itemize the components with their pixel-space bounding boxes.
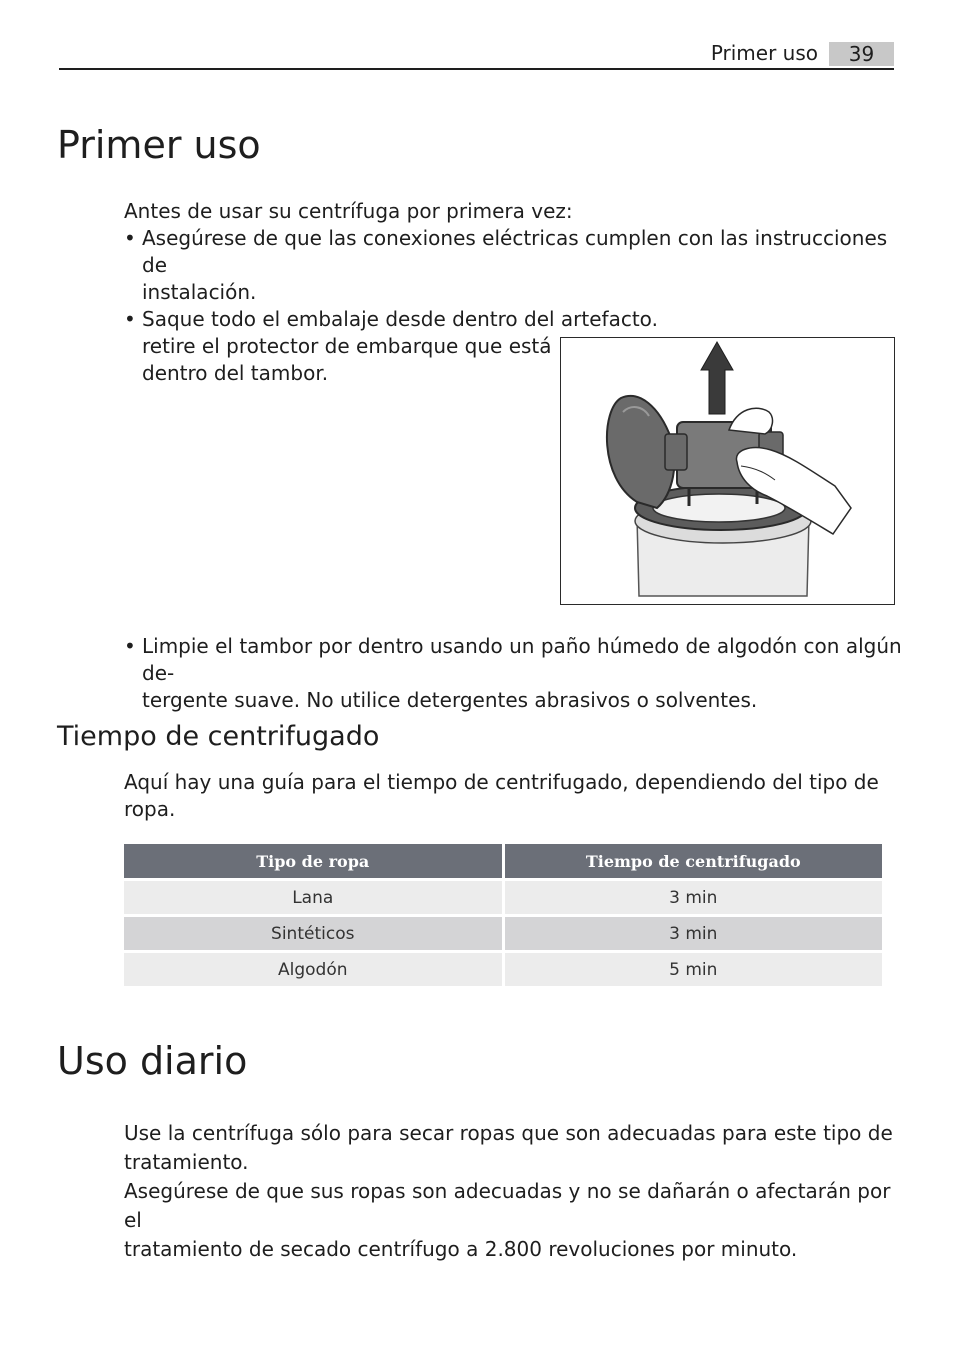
column-header-tipo: Tipo de ropa bbox=[124, 844, 502, 878]
bullet-text: Limpie el tambor por dentro usando un paño húmedo de algodón con algún de- bbox=[142, 634, 902, 685]
column-header-tiempo: Tiempo de centrifugado bbox=[505, 844, 883, 878]
bullet-dot: • bbox=[124, 307, 136, 331]
uso-diario-text: tratamiento de secado centrífugo a 2.800 revoluciones por minuto. bbox=[124, 1237, 798, 1261]
bullet-text: Asegúrese de que las conexiones eléctricas cumplen con las instrucciones de bbox=[142, 226, 888, 277]
spin-time-table bbox=[121, 841, 885, 989]
primer-uso-intro: Antes de usar su centrífuga por primera vez: bbox=[124, 199, 573, 223]
table-cell: Lana bbox=[124, 881, 502, 914]
list-item bbox=[124, 633, 924, 714]
uso-diario-text: Asegúrese de que sus ropas son adecuadas y no se dañarán o afectarán por el bbox=[124, 1179, 891, 1232]
table-row bbox=[124, 881, 882, 914]
table-cell: 3 min bbox=[505, 917, 883, 950]
list-item bbox=[124, 225, 914, 306]
uso-diario-text: Use la centrífuga sólo para secar ropas que son adecuadas para este tipo de bbox=[124, 1121, 893, 1145]
uso-diario-text: tratamiento. bbox=[124, 1150, 249, 1174]
section-title-primer-uso: Primer uso bbox=[57, 123, 261, 167]
table-cell: 5 min bbox=[505, 953, 883, 986]
table-cell: 3 min bbox=[505, 881, 883, 914]
running-header: Primer uso bbox=[710, 41, 818, 65]
bullet-dot: • bbox=[124, 226, 136, 250]
bullet-text: Saque todo el embalaje desde dentro del artefacto. bbox=[142, 307, 658, 331]
header-rule bbox=[59, 68, 894, 70]
bullet-text: instalación. bbox=[142, 280, 257, 304]
tiempo-intro: Aquí hay una guía para el tiempo de centrifugado, dependiendo del tipo de ropa. bbox=[124, 770, 879, 821]
page-number: 39 bbox=[829, 42, 894, 66]
bullet-text: retire el protector de embarque que está bbox=[142, 334, 552, 358]
bullet-dot: • bbox=[124, 634, 136, 658]
subsection-title-tiempo: Tiempo de centrifugado bbox=[57, 721, 380, 752]
spin-dryer-illustration bbox=[560, 337, 895, 605]
section-title-uso-diario: Uso diario bbox=[57, 1039, 248, 1083]
bullet-text: dentro del tambor. bbox=[142, 361, 329, 385]
table-header-row bbox=[124, 844, 882, 878]
table-row bbox=[124, 917, 882, 950]
table-cell: Algodón bbox=[124, 953, 502, 986]
table-cell: Sintéticos bbox=[124, 917, 502, 950]
table-row bbox=[124, 953, 882, 986]
spin-dryer-drawing bbox=[561, 338, 894, 604]
bullet-text: tergente suave. No utilice detergentes abrasivos o solventes. bbox=[142, 688, 758, 712]
uso-diario-body bbox=[124, 1119, 914, 1264]
